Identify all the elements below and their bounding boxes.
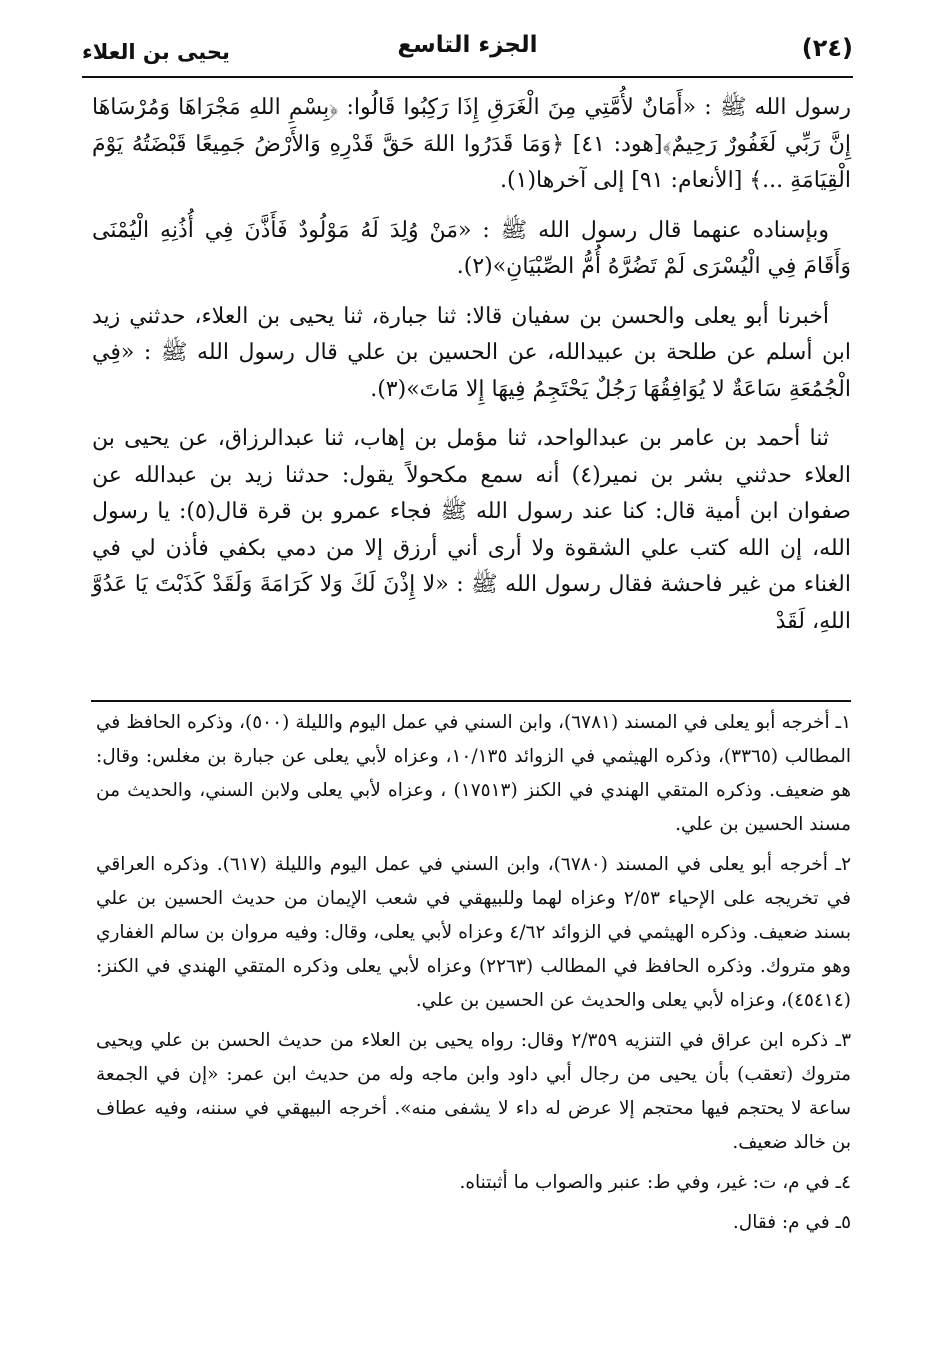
body-paragraph: وبإسناده عنهما قال رسول الله ﷺ : «مَنْ وُلِدَ لَهُ مَوْلُودٌ فَأَذَّنَ فِي أُذُنِهِ الْيُمْنَى وَأَقَامَ فِي الْيُسْرَى لَمْ تَضُرَّهُ أُمُّ الصِّبْيَانِ»(٢).	[92, 217, 851, 279]
body-paragraph: أخبرنا أبو يعلى والحسن بن سفيان قالا: ثنا جبارة، ثنا يحيى بن العلاء، حدثني زيد ابن أسلم عن طلحة بن عبيدالله، عن الحسين بن علي قال رسول الله ﷺ : «فِي الْجُمُعَةِ سَاعَةٌ لا يُوَافِقُهَا رَجُلٌ يَحْتَجِمُ فِيهَا إِلا مَاتَ»(٣).	[92, 303, 852, 402]
page-header	[82, 30, 853, 72]
footnote-item: ١ـ أخرجه أبو يعلى في المسند (٦٧٨١)، وابن السني في عمل اليوم والليلة (٥٠٠)، وذكره الحافظ في المطالب (٣٣٦٥)، وذكره الهيثمي في الزوائد ١٠/١٣٥، وعزاه لأبي يعلى عن جبارة بن مغلس: وقال: هو ضعيف. وذكره المتقي الهندي في الكنز (١٧٥١٣) ، وعزاه لأبي يعلى ولابن السني، والحديث من مسند الحسين بن علي.	[96, 712, 852, 835]
body-paragraph: ثنا أحمد بن عامر بن عبدالواحد، ثنا مؤمل بن إهاب، ثنا عبدالرزاق، عن يحيى بن العلاء حدثني بشر بن نمير(٤) أنه سمع مكحولاً يقول: حدثنا زيد بن عبدالله عن صفوان ابن أمية قال: كنا عند رسول الله ﷺ فجاء عمرو بن قرة قال(٥): يا رسول الله، إن الله كتب علي الشقوة ولا أرى أني أرزق إلا من دمي بكفي فأذن لي في الغناء من غير فاحشة فقال رسول الله ﷺ : «لا إِذْنَ لَكَ وَلا كَرَامَةَ وَلَقَدْ كَذَبْتَ يَا عَدُوَّ اللهِ، لَقَدْ	[92, 426, 851, 634]
footnote-item: ٢ـ أخرجه أبو يعلى في المسند (٦٧٨٠)، وابن السني في عمل اليوم والليلة (٦١٧). وذكره العراقي في تخريجه على الإحياء ٢/٥٣ وعزاه لهما وللبيهقي في شعب الإيمان من حديث الحسين بن علي بسند ضعيف. وذكره الهيثمي في الزوائد ٤/٦٢ وعزاه لأبي يعلى، وقال: وفيه مروان بن سالم الغفاري وهو متروك. وذكره الحافظ في المطالب (٢٢٦٣) وعزاه لأبي يعلى وذكره المتقي الهندي في الكنز: (٤٥٤١٤)، وعزاه لأبي يعلى والحديث عن الحسين بن علي.	[96, 854, 852, 1011]
running-author-name: يحيى بن العلاء	[82, 40, 230, 64]
header-divider	[82, 76, 853, 78]
footnote-item: ٣ـ ذكره ابن عراق في التنزيه ٢/٣٥٩ وقال: رواه يحيى بن العلاء من حديث الحسن بن علي ويحيى متروك (تعقب) بأن يحيى من رجال أبي داود وابن ماجه وله من حديث ابن عمر: «إن في الجمعة ساعة لا يحتجم فيها محتجم إلا عرض له داء لا يشفى منه». أخرجه البيهقي في سننه، وفيه عطاف بن خالد ضعيف.	[96, 1030, 851, 1153]
footnote-item: ٥ـ في م: فقال.	[732, 1212, 851, 1233]
running-volume-title: الجزء التاسع	[397, 32, 538, 58]
page-number: (٢٤)	[801, 34, 853, 62]
footnotes-section	[96, 706, 851, 1246]
body-paragraph: رسول الله ﷺ : «أَمَانٌ لأُمَّتِي مِنَ الْغَرَقِ إِذَا رَكِبُوا قَالُوا: ﴿بِسْمِ اللهِ مَجْرَاهَا وَمُرْسَاهَا إِنَّ رَبِّي لَغَفُورٌ رَحِيمٌ﴾[هود: ٤١] ﴿وَمَا قَدَرُوا اللهَ حَقَّ قَدْرِهِ وَالأَرْضُ جَمِيعًا قَبْضَتُهُ يَوْمَ الْقِيَامَةِ ...﴾ [الأنعام: ٩١] إلى آخرها(١).	[92, 95, 851, 193]
footnote-item: ٤ـ في م، ت: غير، وفي ط: عنبر والصواب ما أثبتناه.	[459, 1172, 851, 1193]
footnote-divider	[91, 700, 851, 702]
main-text	[92, 90, 851, 653]
